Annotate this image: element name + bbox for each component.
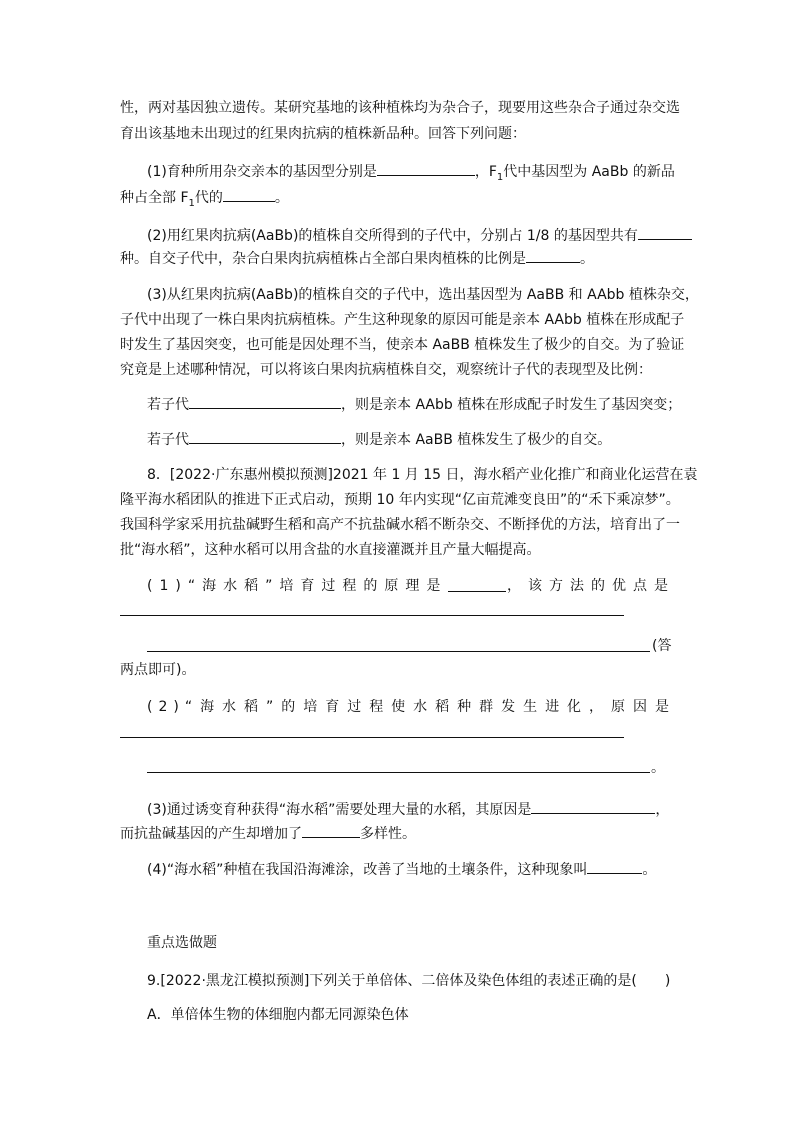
answer-blank[interactable] <box>302 822 360 838</box>
q7-result-2: 若子代 ，则是亲本 AaBB 植株发生了极少的自交。 <box>147 428 611 450</box>
q8-part2-line-1: (2)“海水稻”的培育过程使水稻种群发生进化，原因是 <box>147 699 675 715</box>
q8-stem-line-4: 批“海水稻”，这种水稻可以用含盐的水直接灌溉并且产量大幅提高。 <box>120 542 541 558</box>
q7-result-1: 若子代 ，则是亲本 AAbb 植株在形成配子时发生了基因突变； <box>147 393 681 415</box>
q7-part3-line-1: (3)从红果肉抗病(AaBb)的植株自交的子代中，选出基因型为 AaBB 和 AAbb 植株杂交， <box>147 287 699 303</box>
q8-part3-line-2: 而抗盐碱基因的产生却增加了 多样性。 <box>120 822 416 844</box>
q7-part3-line-3: 时发生了基因突变，也可能是因处理不当，使亲本 AaBB 植株发生了极少的自交。为了验证 <box>120 337 685 353</box>
answer-blank[interactable] <box>189 393 341 409</box>
intro-line-1: 性，两对基因独立遗传。某研究基地的该种植株均为杂合子，现要用这些杂合子通过杂交选 <box>120 100 680 116</box>
answer-line[interactable] <box>120 737 624 738</box>
answer-line[interactable] <box>147 651 650 652</box>
q7-part3-line-2: 子代中出现了一株白果肉抗病植株。产生这种现象的原因可能是亲本 AAbb 植株在形成配子 <box>120 312 685 328</box>
q7-part1-line-1: (1)育种所用杂交亲本的基因型分别是 ，$F_1$代中基因型为 AaBb 的新品 <box>147 160 675 182</box>
answer-blank[interactable] <box>189 428 341 444</box>
q8-part1-line-1: (1)“海水稻”培育过程的原理是 ，该方法的优点是 <box>147 578 675 594</box>
q7-part3-line-4: 究竟是上述哪种情况，可以将该白果肉抗病植株自交，观察统计子代的表现型及比例： <box>120 362 652 378</box>
answer-blank[interactable] <box>526 247 580 263</box>
answer-blank[interactable] <box>638 224 692 240</box>
q7-part2-line-1: (2)用红果肉抗病(AaBb)的植株自交所得到的子代中，分别占 1/8 的基因型共有 <box>147 224 692 246</box>
q8-part1-suffix: (答 <box>652 638 672 654</box>
q8-part3-line-1: (3)通过诱变育种获得“海水稻”需要处理大量的水稻，其原因是 ， <box>147 798 669 820</box>
answer-line[interactable] <box>120 615 624 616</box>
answer-blank[interactable] <box>223 186 275 202</box>
q8-part4-line-1: (4)“海水稻”种植在我国沿海滩涂，改善了当地的土壤条件，这种现象叫 。 <box>147 858 656 880</box>
q9-option-a[interactable]: A．单倍体生物的体细胞内都无同源染色体 <box>147 1007 409 1023</box>
q8-part2-suffix: 。 <box>651 760 665 776</box>
answer-blank[interactable] <box>531 798 655 814</box>
answer-blank[interactable] <box>377 160 475 176</box>
answer-line[interactable] <box>147 772 650 773</box>
answer-blank[interactable] <box>448 576 506 592</box>
q7-part1-line-2: 种占全部 $F_1$代的 。 <box>120 186 289 208</box>
q8-stem-line-2: 隆平海水稻团队的推进下正式启动，预期 10 年内实现“亿亩荒滩变良田”的“禾下乘凉梦”。 <box>120 492 680 508</box>
section-title: 重点选做题 <box>147 935 217 951</box>
intro-line-2: 育出该基地未出现过的红果肉抗病的植株新品种。回答下列问题： <box>120 126 526 142</box>
q8-stem-line-1: 8．[2022·广东惠州模拟预测]2021 年 1 月 15 日，海水稻产业化推广和商业化运营在袁 <box>147 467 698 483</box>
q8-part1-line-3: 两点即可)。 <box>120 662 196 678</box>
answer-blank[interactable] <box>587 858 642 874</box>
q8-stem-line-3: 我国科学家采用抗盐碱野生稻和高产不抗盐碱水稻不断杂交、不断择优的方法，培育出了一 <box>120 517 680 533</box>
q7-part2-line-2: 种。自交子代中，杂合白果肉抗病植株占全部白果肉植株的比例是 。 <box>120 247 594 269</box>
q9-stem: 9.[2022·黑龙江模拟预测]下列关于单倍体、二倍体及染色体组的表述正确的是( ) <box>147 973 671 989</box>
